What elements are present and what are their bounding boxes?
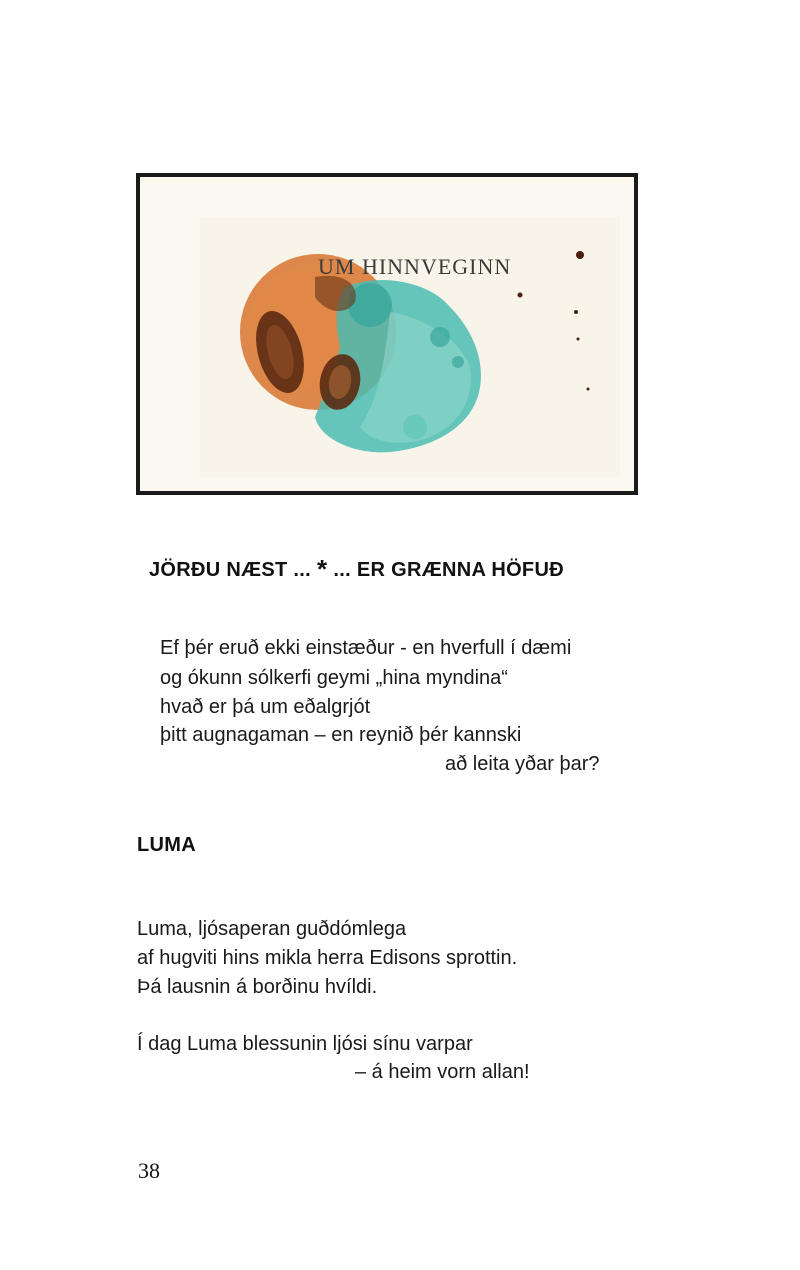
poem1-line: Ef þér eruð ekki einstæður - en hverfull í dæmi bbox=[160, 637, 572, 659]
poem-title-left: JÖRÐU NÆST ... bbox=[149, 559, 311, 581]
artwork-caption: UM HINNVEGINN bbox=[318, 254, 512, 279]
ink-blot-illustration bbox=[140, 177, 634, 491]
poem1-line: hvað er þá um eðalgrjót bbox=[160, 696, 371, 718]
poem2-line: af hugviti hins mikla herra Edisons sprottin. bbox=[137, 947, 518, 969]
artwork-image bbox=[136, 173, 638, 495]
poem-title-luma: LUMA bbox=[137, 834, 196, 856]
page-number: 38 bbox=[138, 1158, 160, 1183]
poem1-line: þitt augnagaman – en reynið þér kannski bbox=[160, 724, 522, 746]
poem2-line: Þá lausnin á borðinu hvíldi. bbox=[137, 976, 378, 998]
star-separator: * bbox=[317, 554, 328, 584]
poem2-line: – á heim vorn allan! bbox=[355, 1061, 530, 1083]
poem2-line: Luma, ljósaperan guðdómlega bbox=[137, 918, 407, 940]
poem-title-jordu-naest bbox=[149, 552, 564, 583]
poem1-line: að leita yðar þar? bbox=[445, 753, 600, 775]
poem-title-right: ... ER GRÆNNA HÖFUÐ bbox=[333, 559, 564, 581]
poem1-line: og ókunn sólkerfi geymi „hina myndina“ bbox=[160, 667, 508, 689]
poem2-line: Í dag Luma blessunin ljósi sínu varpar bbox=[137, 1033, 473, 1055]
